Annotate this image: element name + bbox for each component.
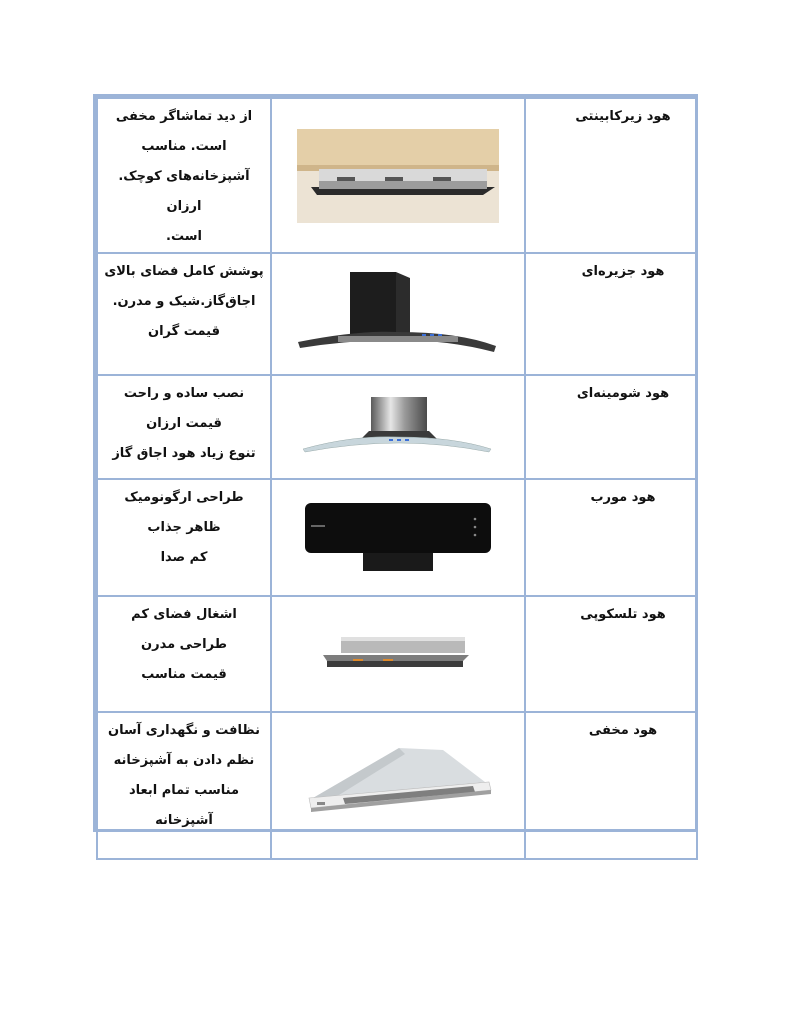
- chimney-hood-icon: [303, 397, 493, 457]
- description-line: از دید تماشاگر مخفی: [115, 109, 253, 124]
- description-cell: [97, 596, 271, 712]
- name-cell: [525, 712, 697, 859]
- description-cell: [97, 253, 271, 375]
- image-cell: [271, 253, 525, 375]
- description-line: است.: [166, 229, 202, 244]
- hood-name: هود مخفی: [588, 723, 658, 738]
- hood-name: هود مورب: [590, 490, 656, 505]
- name-cell: [525, 375, 697, 479]
- hood-name: هود جزیره‌ای: [581, 264, 665, 279]
- image-cell: [271, 98, 525, 253]
- table-row: [97, 375, 697, 479]
- table-row: [97, 253, 697, 375]
- table-row: [97, 712, 697, 859]
- description-line: کم صدا: [160, 550, 208, 565]
- description-line: آشپزخانه: [155, 813, 213, 828]
- table-row: [97, 98, 697, 253]
- description-line: آشپزخانه‌های کوچک. ارزان: [118, 169, 250, 214]
- island-hood-icon: [298, 272, 498, 356]
- description-cell: [97, 479, 271, 596]
- description-cell: [97, 375, 271, 479]
- image-cell: [271, 375, 525, 479]
- description-cell: [97, 98, 271, 253]
- hood-table: [96, 97, 698, 860]
- name-cell: [525, 253, 697, 375]
- description-line: نظم دادن به آشپزخانه: [113, 753, 255, 768]
- hood-name: هود شومینه‌ای: [576, 386, 670, 401]
- description-line: پوشش کامل فضای بالای: [104, 264, 264, 279]
- description-line: طراحی مدرن: [141, 637, 227, 652]
- image-cell: [271, 596, 525, 712]
- image-cell: [271, 712, 525, 859]
- hood-name: هود تلسکوپی: [580, 607, 666, 622]
- description-line: طراحی ارگونومیک: [124, 490, 244, 505]
- hood-comparison-table: [93, 94, 698, 832]
- built-in-hood-icon: [303, 748, 493, 824]
- hood-name: هود زیرکابینتی: [575, 109, 671, 124]
- description-line: اشغال فضای کم: [131, 607, 237, 622]
- name-cell: [525, 98, 697, 253]
- description-line: قیمت مناسب: [141, 667, 227, 682]
- table-row: [97, 479, 697, 596]
- description-line: قیمت گران: [147, 324, 221, 339]
- name-cell: [525, 479, 697, 596]
- description-cell: [97, 712, 271, 859]
- angled-hood-icon: [305, 503, 491, 573]
- description-line: تنوع زیاد هود اجاق گاز: [112, 446, 256, 461]
- name-cell: [525, 596, 697, 712]
- description-line: قیمت ارزان: [146, 416, 222, 431]
- under-cabinet-hood-icon: [297, 129, 499, 223]
- description-line: اجاق‌گاز.شیک و مدرن.: [112, 294, 256, 309]
- image-cell: [271, 479, 525, 596]
- description-line: نصب ساده و راحت: [123, 386, 245, 401]
- telescopic-hood-icon: [323, 637, 473, 671]
- description-line: نظافت و نگهداری آسان: [108, 723, 260, 738]
- description-line: ظاهر جذاب: [147, 520, 221, 535]
- description-line: است. مناسب: [141, 139, 227, 154]
- description-line: مناسب تمام ابعاد: [128, 783, 240, 798]
- table-row: [97, 596, 697, 712]
